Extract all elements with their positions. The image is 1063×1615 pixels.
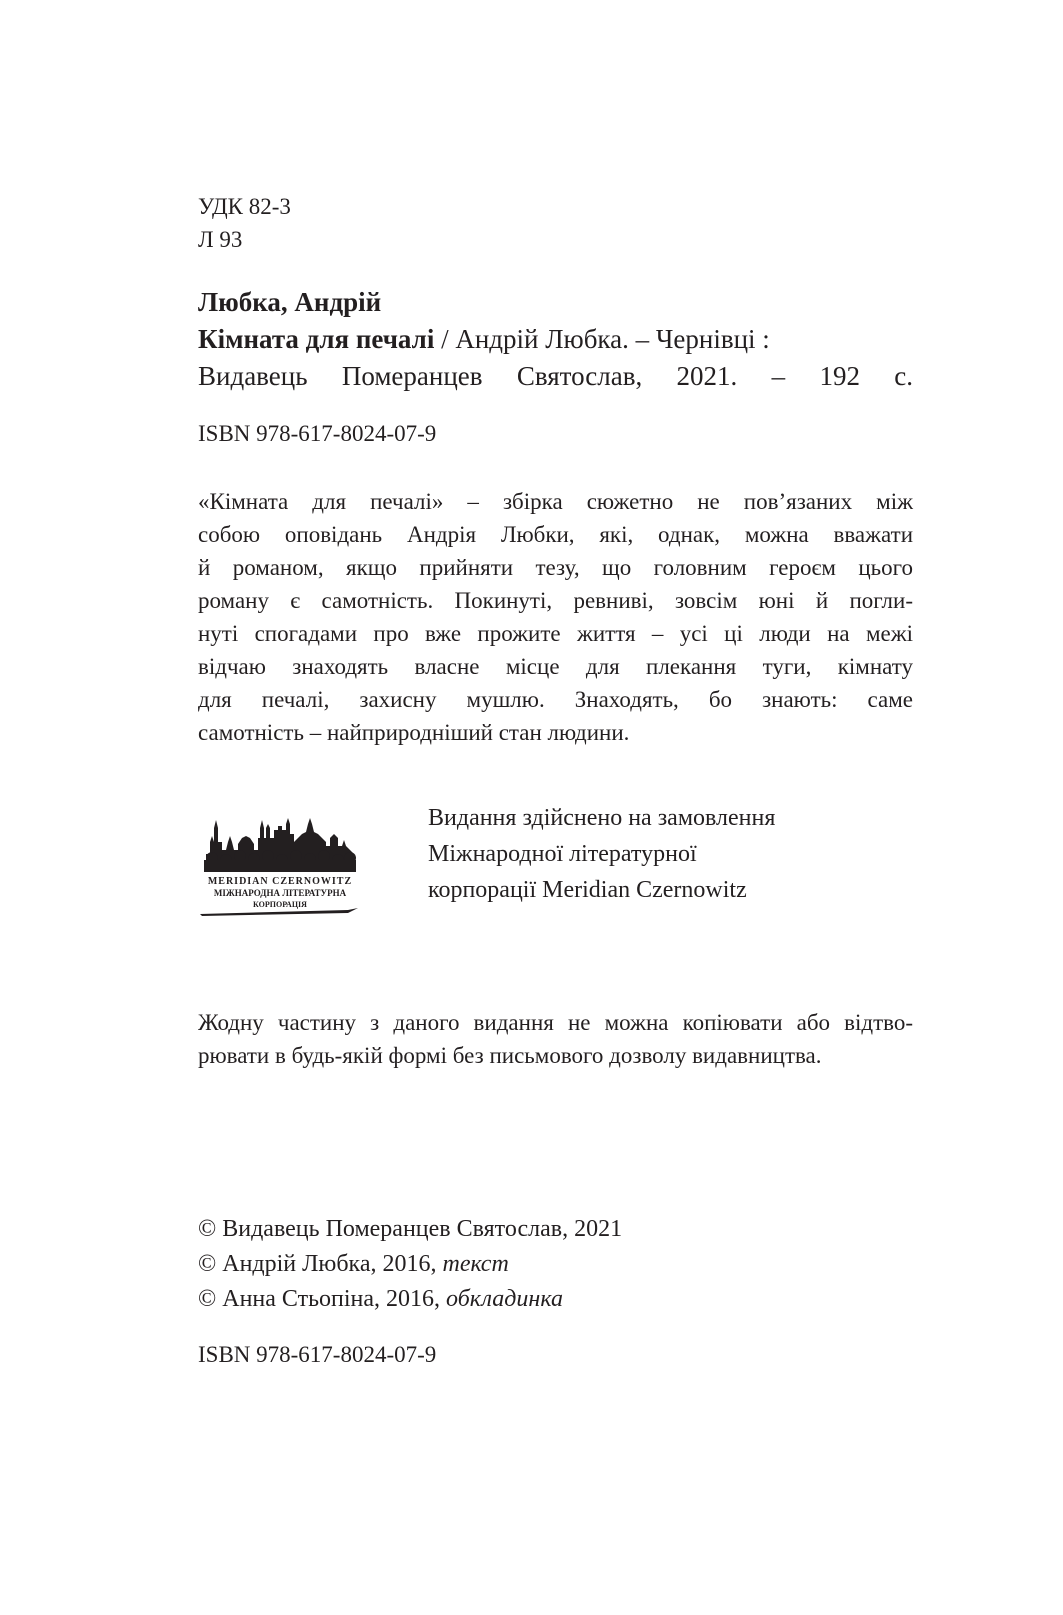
copyright-block — [198, 1212, 622, 1317]
logo-line-1: MERIDIAN CZERNOWITZ — [207, 876, 353, 887]
annotation-line: нуті спогадами про вже прожите життя – усі ці люди на межі — [198, 621, 913, 646]
sponsor-note — [428, 800, 775, 908]
meridian-czernowitz-logo — [198, 798, 363, 926]
rights-notice — [198, 1006, 913, 1072]
author-heading: Любка, Андрій — [198, 287, 382, 317]
rights-line: рювати в будь-якій формі без письмового дозволу видавництва. — [198, 1043, 822, 1068]
annotation-line: роману є самотність. Покинуті, ревниві, зовсім юні й погли- — [198, 588, 913, 613]
copyright-page — [198, 0, 913, 1615]
sponsor-line: корпорації Meridian Czernowitz — [428, 877, 747, 903]
annotation-line: відчаю знаходять власне місце для плекання туги, кімнату — [198, 654, 913, 679]
publication-line: Видавець Померанцев Святослав, 2021. – 192 с. — [198, 361, 913, 391]
book-title: Кімната для печалі — [198, 324, 435, 354]
logo-line-2: МІЖНАРОДНА ЛІТЕРАТУРНА — [213, 888, 347, 898]
annotation-line: «Кімната для печалі» – збірка сюжетно не пов’язаних між — [198, 489, 913, 514]
bbk-code: Л 93 — [198, 227, 243, 252]
sponsor-line: Видання здійснено на замовлення — [428, 805, 776, 831]
title-line — [198, 321, 913, 358]
copyright-text: © Андрій Любка, 2016, текст — [198, 1251, 509, 1277]
annotation-line: для печалі, захисну мушлю. Знаходять, бо знають: саме — [198, 687, 913, 712]
copyright-cover: © Анна Стьопіна, 2016, обкладинка — [198, 1286, 563, 1312]
bibliographic-record — [198, 284, 913, 395]
annotation-line: собою оповідань Андрія Любки, які, однак, можна вважати — [198, 522, 913, 547]
logo-line-3: КОРПОРАЦІЯ — [253, 900, 307, 909]
udk-code: УДК 82-3 — [198, 194, 291, 219]
copyright-publisher: © Видавець Померанцев Святослав, 2021 — [198, 1216, 623, 1242]
annotation-line: самотність – найприродніший стан людини. — [198, 720, 630, 745]
isbn-bottom: ISBN 978-617-8024-07-9 — [198, 1342, 437, 1367]
rights-line: Жодну частину з даного видання не можна копіювати або відтво- — [198, 1010, 913, 1035]
classification-codes — [198, 190, 291, 256]
isbn-top: ISBN 978-617-8024-07-9 — [198, 421, 437, 446]
annotation-line: й романом, якщо прийняти тезу, що головним героєм цього — [198, 555, 913, 580]
responsibility-statement: / Андрій Любка. – Чернівці : — [434, 324, 770, 354]
sponsor-line: Міжнародної літературної — [428, 841, 697, 867]
annotation — [198, 485, 913, 749]
pen-icon — [200, 908, 358, 916]
